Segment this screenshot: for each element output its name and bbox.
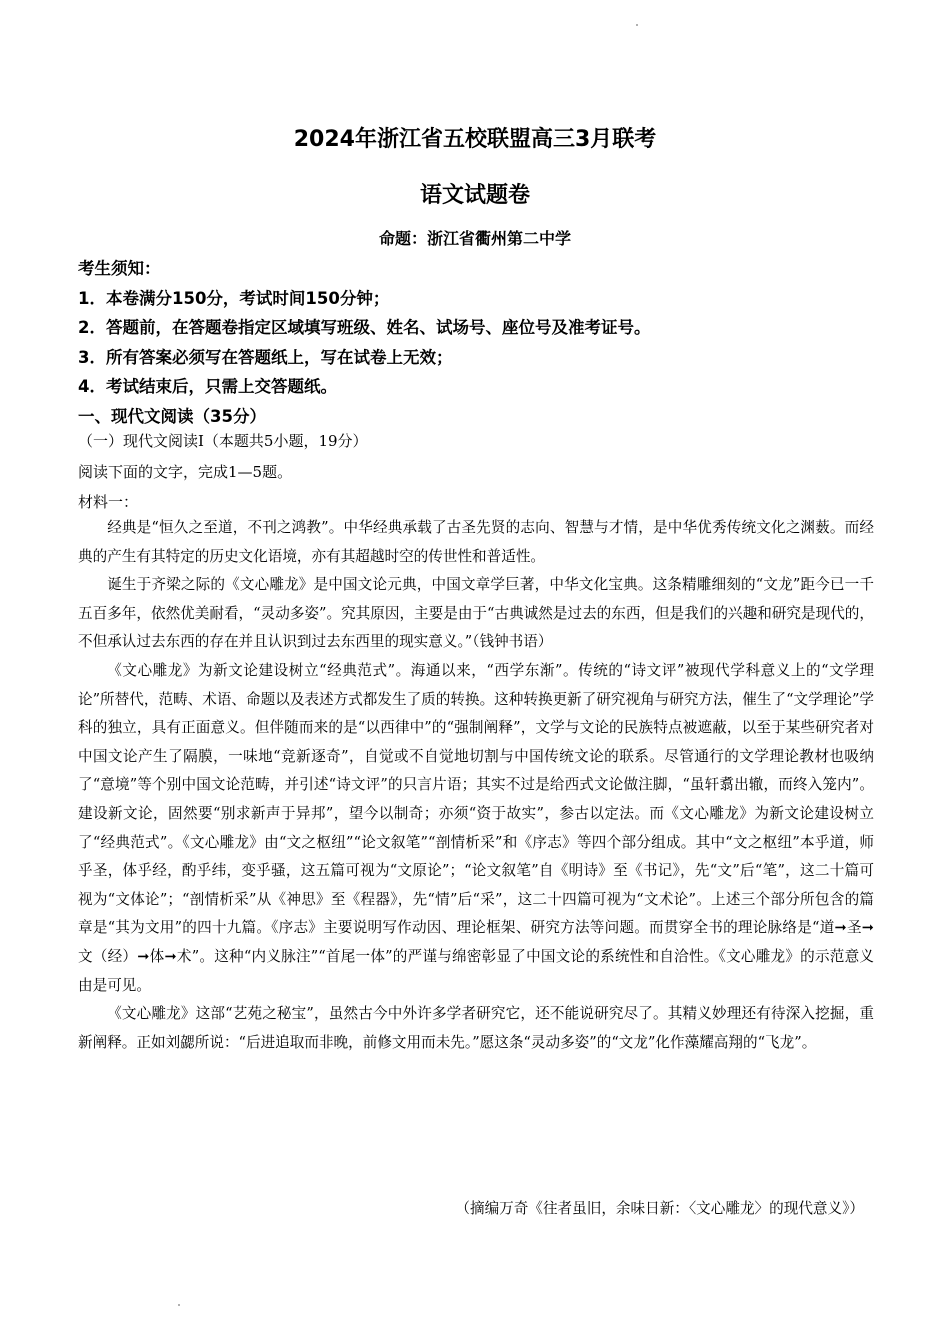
exam-title: 2024年浙江省五校联盟高三3月联考 bbox=[293, 127, 657, 152]
scan-speck bbox=[636, 24, 638, 26]
notice-item: 3．所有答案必须写在答题纸上，写在试卷上无效； bbox=[78, 347, 453, 367]
reading-passage bbox=[78, 514, 874, 1057]
passage-paragraph: 《文心雕龙》这部“艺苑之秘宝”，虽然古今中外许多学者研究它，还不能说研究尽了。其精义妙理还有待深入挖掘，重新阐释。正如刘勰所说：“后进追取而非晚，前修文用而未先。”愿这条“灵动多姿”的“文龙”化作藻耀高翔的“飞龙”。 bbox=[78, 1005, 874, 1051]
paper-title: 语文试题卷 bbox=[419, 183, 530, 208]
notice-heading: 考生须知： bbox=[78, 259, 161, 278]
notice-item: 2．答题前，在答题卷指定区域填写班级、姓名、试场号、座位号及准考证号。 bbox=[78, 318, 651, 337]
reading-instruction: 阅读下面的文字，完成1—5题。 bbox=[78, 463, 293, 481]
exam-notice bbox=[78, 254, 878, 431]
scan-speck bbox=[178, 1304, 180, 1306]
notice-item: 1．本卷满分150分，考试时间150分钟； bbox=[78, 288, 390, 308]
passage-paragraph: 经典是“恒久之至道，不刊之鸿教”。中华经典承载了古圣先贤的志向、智慧与才情，是中华优秀传统文化之渊薮。而经典的产生有其特定的历史文化语境，亦有其超越时空的传世性和普适性。 bbox=[78, 519, 874, 565]
passage-paragraph: 《文心雕龙》为新文论建设树立“经典范式”。海通以来，“西学东渐”。传统的“诗文评”被现代学科意义上的“文学理论”所替代，范畴、术语、命题以及表述方式都发生了质的转换。这种转换更新了研究视角与研究方法，催生了“文学理论”学科的独立，具有正面意义。但伴随而来的是“以西律中”的“强制阐释”，文学与文论的民族特点被遮蔽，以至于某些研究者对中国文论产生了隔膜，一味地“竞新逐奇”，自觉或不自觉地切割与中国传统文论的联系。尽管通行的文学理论教材也吸纳了“意境”等个别中国文论范畴，并引述“诗文评”的只言片语；其实不过是给西式文论做注脚，“虽轩翥出辙，而终入笼内”。建设新文论，固然要“别求新声于异邦”，望今以制奇；亦须“资于故实”，参古以定法。而《文心雕龙》为新文论建设树立了“经典范式”。《文心雕龙》由“文之枢纽”“论文叙笔”“剖情析采”和《序志》等四个部分组成。其中“文之枢纽”本乎道，师乎圣，体乎经，酌乎纬，变乎骚，这五篇可视为“文原论”；“论文叙笔”自《明诗》至《书记》，先“文”后“笔”，这二十篇可视为“文体论”；“剖情析采”从《神思》至《程器》，先“情”后“采”，这二十四篇可视为“文术论”。上述三个部分所包含的篇章是“其为文用”的四十九篇。《序志》主要说明写作动因、理论框架、研究方法等问题。而贯穿全书的理论脉络是“道➞圣➞文（经）➞体➞术”。这种“内义脉注”“首尾一体”的严谨与绵密彰显了中国文论的系统性和自洽性。《文心雕龙》的示范意义由是可见。 bbox=[78, 661, 875, 994]
notice-item: 4．考试结束后，只需上交答题纸。 bbox=[78, 377, 337, 396]
material-label: 材料一： bbox=[78, 493, 139, 511]
author-line: 命题：浙江省衢州第二中学 bbox=[378, 229, 571, 248]
passage-paragraph: 诞生于齐梁之际的《文心雕龙》是中国文论元典，中国文章学巨著，中华文化宝典。这条精雕细刻的“文龙”距今已一千五百多年，依然优美耐看，“灵动多姿”。究其原因，主要是由于“古典诚然是过去的东西，但是我们的兴趣和研究是现代的，不但承认过去东西的存在并且认识到过去东西里的现实意义。”（钱钟书语） bbox=[78, 576, 874, 651]
subsection-heading: （一）现代文阅读Ⅰ（本题共5小题，19分） bbox=[78, 432, 368, 450]
section-heading: 一、现代文阅读（35分） bbox=[78, 406, 266, 426]
source-citation: （摘编万奇《往者虽旧，余味日新：〈文心雕龙〉的现代意义》） bbox=[455, 1200, 864, 1217]
